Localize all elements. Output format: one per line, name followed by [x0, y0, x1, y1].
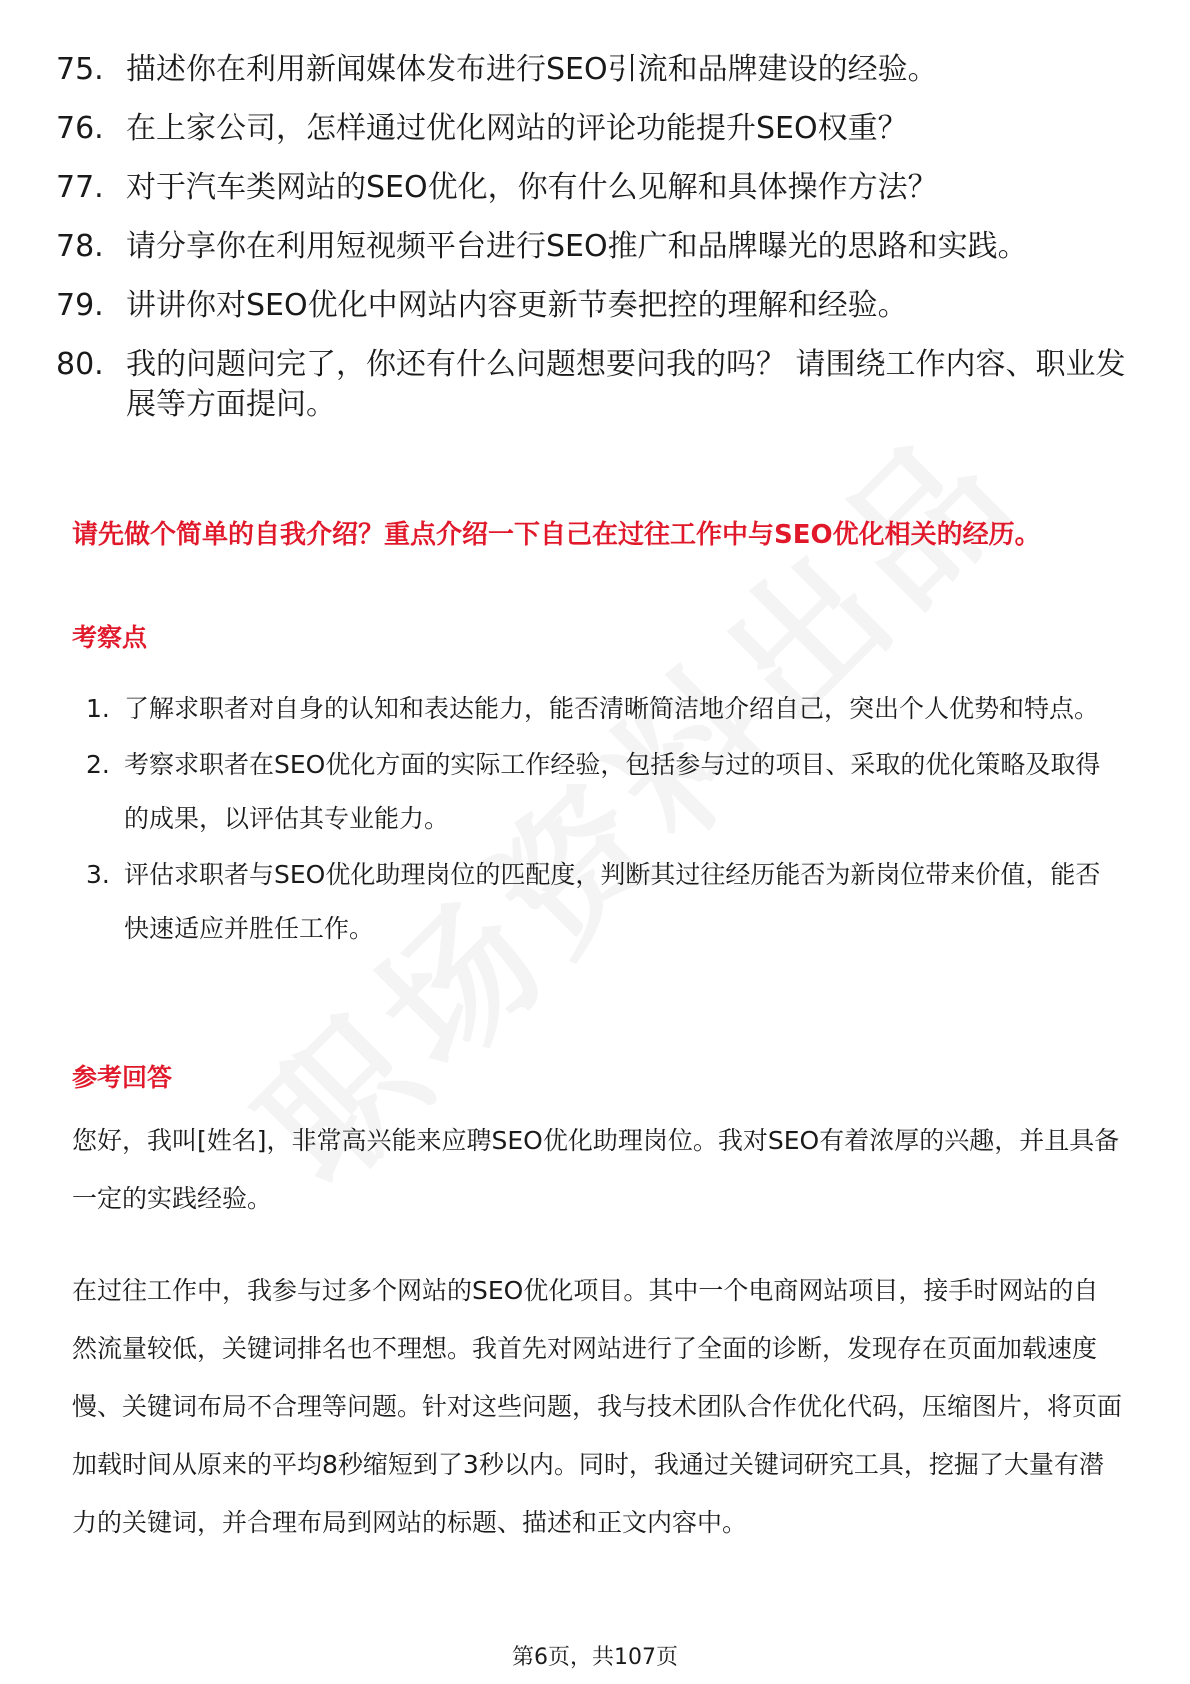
- question-item: [56, 227, 1136, 267]
- question-number: 75.: [56, 52, 104, 87]
- question-number: 78.: [56, 229, 104, 264]
- question-item: [56, 50, 1136, 90]
- question-item: [56, 345, 1136, 425]
- point-item: [72, 738, 1122, 846]
- point-item: [72, 848, 1122, 956]
- points-heading: 考察点: [72, 623, 148, 652]
- point-text: 考察求职者在SEO优化方面的实际工作经验，包括参与过的项目、采取的优化策略及取得的成果，以评估其专业能力。: [124, 750, 1101, 833]
- point-number: 3.: [86, 860, 110, 889]
- question-text: 对于汽车类网站的SEO优化，你有什么见解和具体操作方法？: [126, 170, 938, 205]
- answer-paragraph: 您好，我叫[姓名]，非常高兴能来应聘SEO优化助理岗位。我对SEO有着浓厚的兴趣，并且具备一定的实践经验。: [72, 1126, 1120, 1213]
- question-text: 描述你在利用新闻媒体发布进行SEO引流和品牌建设的经验。: [126, 52, 938, 87]
- question-text: 请分享你在利用短视频平台进行SEO推广和品牌曝光的思路和实践。: [126, 229, 1028, 264]
- point-text: 了解求职者对自身的认知和表达能力，能否清晰简洁地介绍自己，突出个人优势和特点。: [124, 694, 1100, 723]
- answer-paragraph: 在过往工作中，我参与过多个网站的SEO优化项目。其中一个电商网站项目，接手时网站的自然流量较低，关键词排名也不理想。我首先对网站进行了全面的诊断，发现存在页面加载速度慢、关键词布局不合理等问题。针对这些问题，我与技术团队合作优化代码，压缩图片，将页面加载时间从原来的平均8秒缩短到了3秒以内。同时，我通过关键词研究工具，挖掘了大量有潜力的关键词，并合理布局到网站的标题、描述和正文内容中。: [72, 1276, 1123, 1537]
- question-number: 79.: [56, 288, 104, 323]
- question-number: 76.: [56, 111, 104, 146]
- point-number: 2.: [86, 750, 110, 779]
- question-number: 77.: [56, 170, 104, 205]
- question-text: 我的问题问完了，你还有什么问题想要问我的吗？ 请围绕工作内容、职业发展等方面提问。: [126, 347, 1126, 422]
- point-text: 评估求职者与SEO优化助理岗位的匹配度，判断其过往经历能否为新岗位带来价值，能否快速适应并胜任工作。: [124, 860, 1101, 943]
- question-text: 讲讲你对SEO优化中网站内容更新节奏把控的理解和经验。: [126, 288, 908, 323]
- question-item: [56, 109, 1136, 149]
- answer-heading: 参考回答: [72, 1063, 173, 1092]
- point-item: [72, 682, 1122, 736]
- question-item: [56, 286, 1136, 326]
- points-list: [72, 682, 1122, 958]
- question-list: [56, 50, 1136, 444]
- section-question: 请先做个简单的自我介绍？重点介绍一下自己在过往工作中与SEO优化相关的经历。: [72, 520, 1041, 550]
- question-text: 在上家公司，怎样通过优化网站的评论功能提升SEO权重？: [126, 111, 908, 146]
- point-number: 1.: [86, 694, 110, 723]
- page-footer: 第6页，共107页: [512, 1645, 678, 1670]
- question-number: 80.: [56, 347, 104, 382]
- question-item: [56, 168, 1136, 208]
